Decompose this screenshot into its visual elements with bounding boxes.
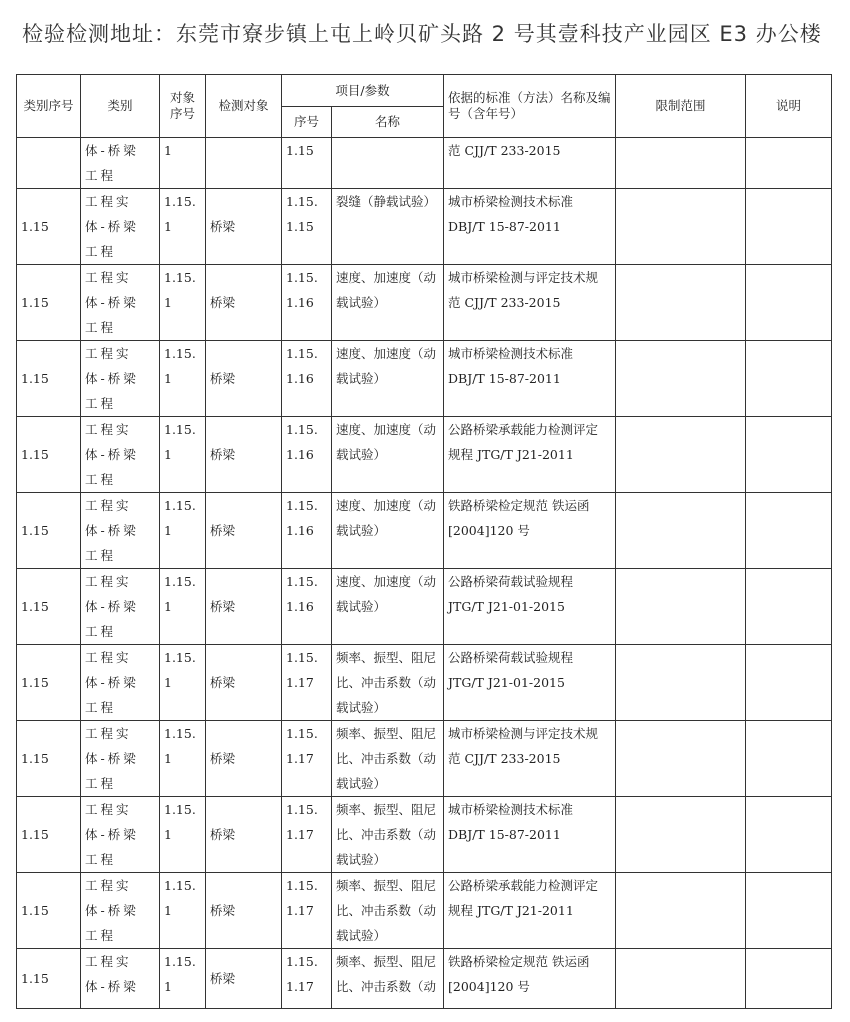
standard-cell-line: DBJ/T 15-87-2011 (448, 219, 561, 234)
item-seq-cell-line: 1.15 (286, 143, 314, 158)
limit-cell (616, 721, 746, 797)
obj-seq-cell (160, 721, 206, 797)
item-seq-cell-line: 1.15. (286, 346, 318, 361)
item-seq-cell-line: 1.16 (286, 295, 314, 310)
item-name-cell (332, 797, 444, 873)
item-name-cell-line: 载试验） (336, 447, 387, 462)
item-name-cell-line: 比、冲击系数（动 (336, 827, 437, 842)
item-name-cell-line: 频率、振型、阻尼 (336, 726, 437, 741)
category-cell-line: 体-桥梁 (85, 523, 139, 538)
obj-seq-cell-line: 1.15. (164, 194, 196, 209)
item-seq-cell (282, 797, 332, 873)
category-cell-line: 工程 (85, 700, 117, 715)
category-cell-line: 工程实 (85, 574, 132, 589)
note-cell (746, 645, 832, 721)
item-seq-cell-line: 1.15. (286, 194, 318, 209)
standard-cell (444, 341, 616, 417)
item-seq-cell (282, 721, 332, 797)
category-cell-line: 体-桥梁 (85, 675, 139, 690)
item-name-cell (332, 721, 444, 797)
item-name-cell-line: 比、冲击系数（动 (336, 675, 437, 690)
obj-seq-cell-line: 1 (164, 295, 172, 310)
item-seq-cell-line: 1.15. (286, 954, 318, 969)
note-cell (746, 341, 832, 417)
category-cell-line: 工程实 (85, 726, 132, 741)
item-seq-cell-line: 1.15. (286, 422, 318, 437)
item-name-cell-line: 速度、加速度（动 (336, 270, 437, 285)
obj-seq-cell-line: 1.15. (164, 346, 196, 361)
item-name-cell-line: 载试验） (336, 776, 387, 791)
category-cell-line: 工程实 (85, 802, 132, 817)
table-body (17, 138, 832, 1009)
cat-seq-cell: 1.15 (17, 265, 81, 341)
obj-seq-cell (160, 645, 206, 721)
item-name-cell (332, 873, 444, 949)
item-name-cell (332, 645, 444, 721)
standard-cell-line: 公路桥梁承载能力检测评定 (448, 878, 599, 893)
obj-seq-cell (160, 189, 206, 265)
category-cell-line: 工程 (85, 396, 117, 411)
cat-seq-cell: 1.15 (17, 645, 81, 721)
category-cell-line: 体-桥梁 (85, 827, 139, 842)
object-cell: 桥梁 (206, 493, 282, 569)
item-seq-cell-line: 1.16 (286, 523, 314, 538)
category-cell-line: 工程 (85, 548, 117, 563)
obj-seq-cell-line: 1 (164, 675, 172, 690)
standard-cell (444, 873, 616, 949)
item-name-cell-line: 裂缝（静载试验） (336, 194, 437, 209)
object-cell (206, 138, 282, 189)
standard-cell (444, 569, 616, 645)
item-name-cell-line: 速度、加速度（动 (336, 422, 437, 437)
object-cell: 桥梁 (206, 949, 282, 1009)
item-name-cell-line: 载试验） (336, 295, 387, 310)
category-cell-line: 体-桥梁 (85, 371, 139, 386)
obj-seq-cell (160, 417, 206, 493)
item-name-cell (332, 493, 444, 569)
table-row (17, 138, 832, 189)
standard-cell (444, 417, 616, 493)
standard-cell (444, 721, 616, 797)
header-item-name: 名称 (332, 107, 444, 138)
item-name-cell (332, 138, 444, 189)
obj-seq-cell-line: 1 (164, 827, 172, 842)
item-name-cell (332, 265, 444, 341)
standard-cell-line: JTG/T J21-01-2015 (448, 599, 565, 614)
category-cell (81, 138, 160, 189)
limit-cell (616, 797, 746, 873)
table-row (17, 189, 832, 265)
category-cell-line: 工程实 (85, 650, 132, 665)
object-cell: 桥梁 (206, 873, 282, 949)
object-cell: 桥梁 (206, 341, 282, 417)
note-cell (746, 138, 832, 189)
item-seq-cell-line: 1.15. (286, 650, 318, 665)
standard-cell-line: 铁路桥梁检定规范 铁运函 (448, 498, 590, 513)
cat-seq-cell: 1.15 (17, 341, 81, 417)
table-row (17, 341, 832, 417)
object-cell: 桥梁 (206, 417, 282, 493)
standard-cell-line: 规程 JTG/T J21-2011 (448, 903, 574, 918)
standard-cell-line: 城市桥梁检测与评定技术规 (448, 270, 599, 285)
item-seq-cell (282, 138, 332, 189)
table-row (17, 417, 832, 493)
standard-cell-line: DBJ/T 15-87-2011 (448, 371, 561, 386)
category-cell-line: 工程 (85, 624, 117, 639)
category-cell-line: 工程实 (85, 270, 132, 285)
category-cell-line: 体-桥梁 (85, 979, 139, 994)
item-seq-cell-line: 1.15. (286, 574, 318, 589)
header-object: 检测对象 (206, 75, 282, 138)
category-cell-line: 体-桥梁 (85, 751, 139, 766)
category-cell-line: 工程 (85, 472, 117, 487)
category-cell-line: 工程实 (85, 878, 132, 893)
item-seq-cell-line: 1.16 (286, 599, 314, 614)
standard-cell-line: 公路桥梁荷载试验规程 (448, 650, 574, 665)
category-cell (81, 417, 160, 493)
table-row (17, 265, 832, 341)
cat-seq-cell: 1.15 (17, 949, 81, 1009)
item-name-cell (332, 417, 444, 493)
category-cell-line: 体-桥梁 (85, 903, 139, 918)
obj-seq-cell-line: 1 (164, 447, 172, 462)
obj-seq-cell-line: 1 (164, 523, 172, 538)
standard-cell-line: 范 CJJ/T 233-2015 (448, 751, 561, 766)
category-cell-line: 体-桥梁 (85, 447, 139, 462)
limit-cell (616, 645, 746, 721)
item-name-cell (332, 341, 444, 417)
cat-seq-cell: 1.15 (17, 189, 81, 265)
obj-seq-cell (160, 797, 206, 873)
item-seq-cell (282, 341, 332, 417)
limit-cell (616, 189, 746, 265)
standard-cell-line: JTG/T J21-01-2015 (448, 675, 565, 690)
category-cell-line: 工程 (85, 168, 117, 183)
table-row (17, 797, 832, 873)
standard-cell (444, 265, 616, 341)
limit-cell (616, 341, 746, 417)
standard-cell (444, 138, 616, 189)
object-cell: 桥梁 (206, 645, 282, 721)
header-item-seq: 序号 (282, 107, 332, 138)
category-cell-line: 工程实 (85, 422, 132, 437)
obj-seq-cell-line: 1.15. (164, 954, 196, 969)
limit-cell (616, 493, 746, 569)
item-name-cell-line: 比、冲击系数（动 (336, 751, 437, 766)
standard-cell-line: 公路桥梁承载能力检测评定 (448, 422, 599, 437)
note-cell (746, 265, 832, 341)
item-name-cell-line: 频率、振型、阻尼 (336, 650, 437, 665)
category-cell (81, 721, 160, 797)
item-seq-cell-line: 1.17 (286, 751, 314, 766)
header-obj-seq: 对象序号 (160, 75, 206, 138)
category-cell (81, 797, 160, 873)
standard-cell-line: 规程 JTG/T J21-2011 (448, 447, 574, 462)
category-cell (81, 645, 160, 721)
obj-seq-cell (160, 341, 206, 417)
accreditation-table (16, 74, 832, 1009)
item-name-cell-line: 载试验） (336, 523, 387, 538)
cat-seq-cell: 1.15 (17, 417, 81, 493)
standard-cell-line: 城市桥梁检测技术标准 (448, 802, 574, 817)
category-cell (81, 265, 160, 341)
item-seq-cell (282, 493, 332, 569)
obj-seq-cell-line: 1 (164, 979, 172, 994)
category-cell-line: 工程 (85, 776, 117, 791)
page-heading: 检验检测地址：东莞市寮步镇上屯上岭贝矿头路 2 号其壹科技产业园区 E3 办公楼 (22, 22, 822, 46)
item-seq-cell-line: 1.15. (286, 726, 318, 741)
obj-seq-cell (160, 873, 206, 949)
standard-cell-line: 公路桥梁荷载试验规程 (448, 574, 574, 589)
table-row (17, 645, 832, 721)
header-item-param: 项目/参数 (282, 75, 444, 107)
standard-cell (444, 189, 616, 265)
standard-cell-line: [2004]120 号 (448, 523, 530, 538)
category-cell (81, 189, 160, 265)
standard-cell-line: DBJ/T 15-87-2011 (448, 827, 561, 842)
object-cell: 桥梁 (206, 189, 282, 265)
cat-seq-cell: 1.15 (17, 873, 81, 949)
standard-cell-line: 城市桥梁检测技术标准 (448, 194, 574, 209)
note-cell (746, 189, 832, 265)
category-cell-line: 体-桥梁 (85, 295, 139, 310)
category-cell-line: 体-桥梁 (85, 219, 139, 234)
item-seq-cell-line: 1.17 (286, 827, 314, 842)
item-seq-cell (282, 189, 332, 265)
item-seq-cell (282, 949, 332, 1009)
table-row (17, 949, 832, 1009)
item-seq-cell-line: 1.17 (286, 675, 314, 690)
cat-seq-cell: 1.15 (17, 797, 81, 873)
object-cell: 桥梁 (206, 797, 282, 873)
limit-cell (616, 138, 746, 189)
standard-cell (444, 645, 616, 721)
item-seq-cell-line: 1.15. (286, 498, 318, 513)
obj-seq-cell (160, 949, 206, 1009)
note-cell (746, 797, 832, 873)
cat-seq-cell (17, 138, 81, 189)
item-seq-cell (282, 417, 332, 493)
category-cell-line: 工程实 (85, 346, 132, 361)
category-cell-line: 工程 (85, 852, 117, 867)
item-name-cell-line: 载试验） (336, 928, 387, 943)
obj-seq-cell-line: 1 (164, 371, 172, 386)
item-seq-cell-line: 1.15 (286, 219, 314, 234)
category-cell-line: 工程实 (85, 954, 132, 969)
header-standard: 依据的标准（方法）名称及编号（含年号） (444, 75, 616, 138)
limit-cell (616, 265, 746, 341)
obj-seq-cell-line: 1.15. (164, 498, 196, 513)
standard-cell-line: 范 CJJ/T 233-2015 (448, 295, 561, 310)
item-seq-cell-line: 1.15. (286, 802, 318, 817)
standard-cell-line: 城市桥梁检测技术标准 (448, 346, 574, 361)
item-name-cell-line: 频率、振型、阻尼 (336, 954, 437, 969)
item-name-cell-line: 速度、加速度（动 (336, 498, 437, 513)
standard-cell (444, 493, 616, 569)
item-seq-cell-line: 1.16 (286, 371, 314, 386)
item-name-cell-line: 载试验） (336, 700, 387, 715)
item-seq-cell-line: 1.17 (286, 979, 314, 994)
obj-seq-cell-line: 1 (164, 903, 172, 918)
obj-seq-cell-line: 1.15. (164, 726, 196, 741)
item-seq-cell (282, 645, 332, 721)
item-name-cell-line: 频率、振型、阻尼 (336, 802, 437, 817)
object-cell: 桥梁 (206, 265, 282, 341)
obj-seq-cell-line: 1.15. (164, 878, 196, 893)
standard-cell-line: [2004]120 号 (448, 979, 530, 994)
obj-seq-cell-line: 1 (164, 751, 172, 766)
table-row (17, 873, 832, 949)
item-name-cell-line: 速度、加速度（动 (336, 574, 437, 589)
item-name-cell-line: 载试验） (336, 599, 387, 614)
category-cell-line: 体-桥梁 (85, 599, 139, 614)
category-cell (81, 341, 160, 417)
standard-cell (444, 949, 616, 1009)
table-row (17, 721, 832, 797)
obj-seq-cell-line: 1 (164, 143, 172, 158)
obj-seq-cell-line: 1.15. (164, 422, 196, 437)
obj-seq-cell-line: 1.15. (164, 650, 196, 665)
obj-seq-cell (160, 493, 206, 569)
item-seq-cell (282, 873, 332, 949)
item-name-cell-line: 载试验） (336, 371, 387, 386)
cat-seq-cell: 1.15 (17, 569, 81, 645)
obj-seq-cell-line: 1 (164, 599, 172, 614)
item-name-cell (332, 569, 444, 645)
note-cell (746, 873, 832, 949)
header-note: 说明 (746, 75, 832, 138)
obj-seq-cell (160, 138, 206, 189)
limit-cell (616, 949, 746, 1009)
note-cell (746, 417, 832, 493)
item-seq-cell-line: 1.15. (286, 270, 318, 285)
item-name-cell-line: 比、冲击系数（动 (336, 979, 437, 994)
header-category: 类别 (81, 75, 160, 138)
table-row (17, 569, 832, 645)
category-cell-line: 工程实 (85, 194, 132, 209)
standard-cell-line: 城市桥梁检测与评定技术规 (448, 726, 599, 741)
item-name-cell-line: 速度、加速度（动 (336, 346, 437, 361)
item-name-cell (332, 189, 444, 265)
object-cell: 桥梁 (206, 721, 282, 797)
obj-seq-cell (160, 265, 206, 341)
object-cell: 桥梁 (206, 569, 282, 645)
cat-seq-cell: 1.15 (17, 721, 81, 797)
obj-seq-cell-line: 1.15. (164, 270, 196, 285)
category-cell-line: 体-桥梁 (85, 143, 139, 158)
obj-seq-cell-line: 1.15. (164, 574, 196, 589)
header-limit: 限制范围 (616, 75, 746, 138)
note-cell (746, 569, 832, 645)
category-cell-line: 工程实 (85, 498, 132, 513)
category-cell (81, 873, 160, 949)
item-seq-cell-line: 1.16 (286, 447, 314, 462)
standard-cell-line: 范 CJJ/T 233-2015 (448, 143, 561, 158)
note-cell (746, 721, 832, 797)
item-seq-cell (282, 265, 332, 341)
limit-cell (616, 873, 746, 949)
category-cell-line: 工程 (85, 244, 117, 259)
item-name-cell (332, 949, 444, 1009)
item-name-cell-line: 比、冲击系数（动 (336, 903, 437, 918)
table-row (17, 493, 832, 569)
header-cat-seq: 类别序号 (17, 75, 81, 138)
cat-seq-cell: 1.15 (17, 493, 81, 569)
note-cell (746, 493, 832, 569)
category-cell-line: 工程 (85, 320, 117, 335)
item-seq-cell-line: 1.17 (286, 903, 314, 918)
item-seq-cell-line: 1.15. (286, 878, 318, 893)
item-name-cell-line: 频率、振型、阻尼 (336, 878, 437, 893)
category-cell-line: 工程 (85, 928, 117, 943)
limit-cell (616, 569, 746, 645)
category-cell (81, 493, 160, 569)
item-seq-cell (282, 569, 332, 645)
standard-cell (444, 797, 616, 873)
category-cell (81, 949, 160, 1009)
obj-seq-cell-line: 1.15. (164, 802, 196, 817)
table-header (17, 75, 832, 138)
obj-seq-cell-line: 1 (164, 219, 172, 234)
obj-seq-cell (160, 569, 206, 645)
limit-cell (616, 417, 746, 493)
standard-cell-line: 铁路桥梁检定规范 铁运函 (448, 954, 590, 969)
category-cell (81, 569, 160, 645)
item-name-cell-line: 载试验） (336, 852, 387, 867)
note-cell (746, 949, 832, 1009)
